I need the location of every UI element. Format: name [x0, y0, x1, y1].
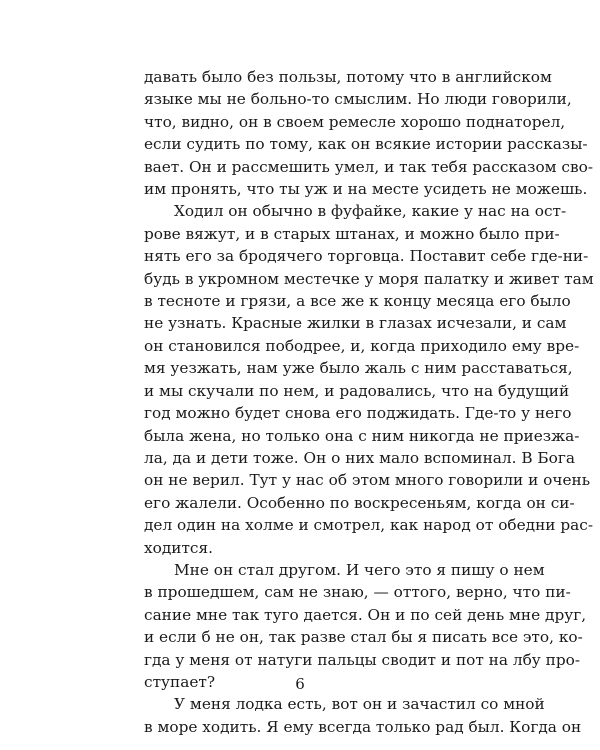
text-line: У меня лодка есть, вот он и зачастил со мной — [174, 695, 545, 714]
text-line: Мне он стал другом. И чего это я пишу о нем — [174, 560, 545, 579]
body-text — [144, 66, 594, 738]
text-line: Ходил он обычно в фуфайке, какие у нас на ост- — [174, 202, 567, 221]
text-line: мя уезжать, нам уже было жаль с ним расставаться, — [144, 359, 573, 378]
text-line: дел один на холме и смотрел, как народ от обедни рас- — [144, 516, 593, 535]
text-line: не узнать. Красные жилки в глазах исчезали, и сам — [144, 314, 567, 333]
text-line: нять его за бродячего торговца. Поставит себе где-ни- — [144, 247, 589, 266]
text-line: языке мы не больно-то смыслим. Но люди говорили, — [144, 90, 572, 109]
paragraph — [144, 559, 587, 693]
text-line: рове вяжут, и в старых штанах, и можно было при- — [144, 224, 560, 243]
text-line: в тесноте и грязи, а все же к концу месяца его было — [144, 292, 571, 311]
text-line: ла, да и дети тоже. Он о них мало вспоминал. В Бога — [144, 448, 576, 467]
text-line: и если б не он, так разве стал бы я писать все это, ко- — [144, 628, 583, 647]
text-line: вает. Он и рассмешить умел, и так тебя рассказом сво- — [144, 157, 593, 176]
paragraph — [144, 200, 594, 559]
page-number: 6 — [295, 675, 305, 693]
text-line: давать было без пользы, потому что в английском — [144, 68, 552, 86]
text-line: сание мне так туго дается. Он и по сей день мне друг, — [144, 605, 587, 624]
text-line: если судить по тому, как он всякие истории рассказы- — [144, 135, 588, 154]
text-line: в море ходить. Я ему всегда только рад был. Когда он — [144, 717, 582, 736]
text-line: его жалели. Особенно по воскресеньям, когда он си- — [144, 493, 575, 512]
text-line: ходится. — [144, 538, 213, 557]
text-line: год можно будет снова его поджидать. Где-то у него — [144, 404, 572, 423]
paragraph — [144, 66, 593, 200]
text-line: что, видно, он в своем ремесле хорошо поднаторел, — [144, 112, 566, 131]
text-line: и мы скучали по нем, и радовались, что на будущий — [144, 381, 570, 400]
text-line: ступает? — [144, 672, 216, 691]
text-line: будь в укромном местечке у моря палатку и живет там — [144, 269, 594, 288]
text-line: им пронять, что ты уж и на месте усидеть не можешь. — [144, 180, 588, 199]
paragraph — [144, 693, 582, 738]
text-line: он становился пободрее, и, когда приходило ему вре- — [144, 336, 580, 355]
text-line: была жена, но только она с ним никогда не приезжа- — [144, 426, 580, 445]
text-line: гда у меня от натуги пальцы сводит и пот на лбу про- — [144, 650, 581, 669]
text-line: в прошедшем, сам не знаю, — оттого, верно, что пи- — [144, 583, 571, 602]
text-line: он не верил. Тут у нас об этом много говорили и очень — [144, 471, 591, 490]
